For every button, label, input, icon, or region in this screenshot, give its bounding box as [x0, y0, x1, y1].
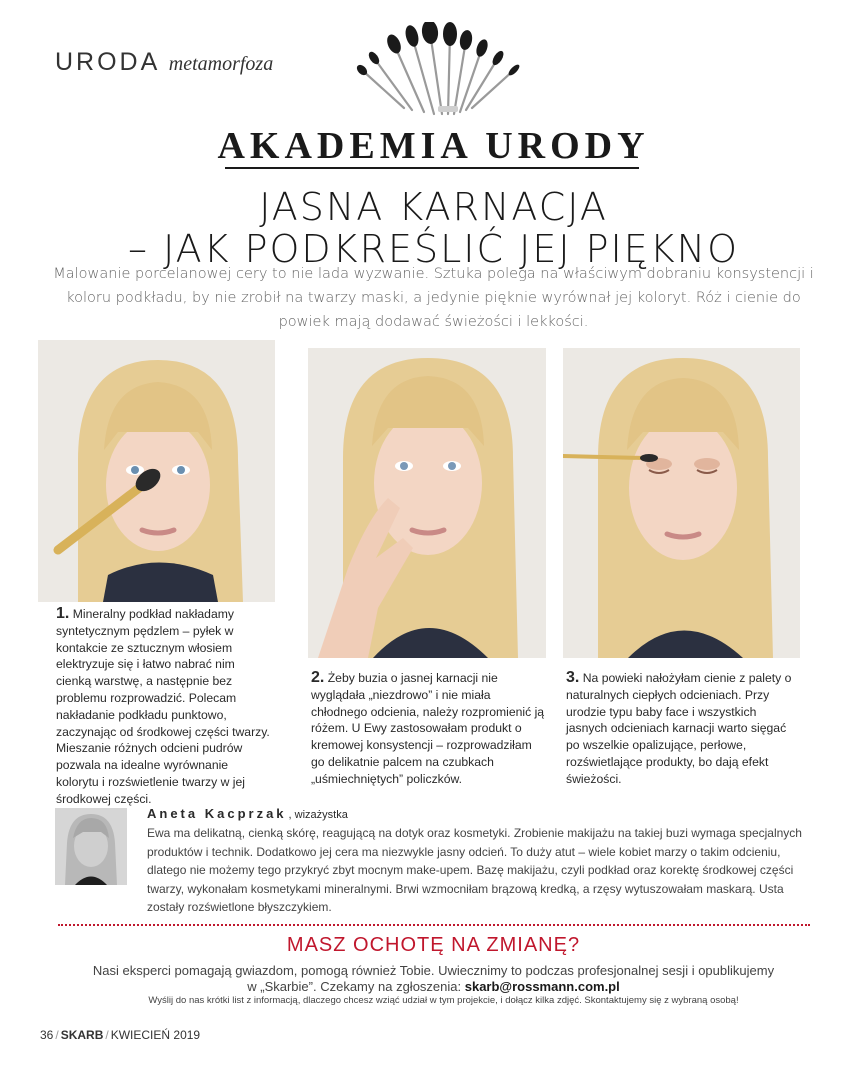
author-name: Aneta Kacprzak	[147, 806, 287, 821]
cta-note: Wyślij do nas krótki list z informacją, dlaczego chcesz wziąć udział w tym projekcie, i dołącz kilka zdjęć. Skontaktujemy się z wybraną osobą!	[148, 995, 739, 1006]
subsection-label: metamorfoza	[168, 53, 274, 75]
author-role: , wizażystka	[288, 809, 348, 821]
makeup-brushes-illustration	[352, 22, 527, 117]
author-comment: Ewa ma delikatną, cienką skórę, reagującą na dotyk oraz kosmetyki. Zrobienie makijażu na takiej buzi wymaga specjalnych produktów i technik. Dodatkowo jej cera ma niezwykle jasny odcień. To duży atut – wiele kobiet marzy o takim odcieniu, dlatego nie możemy tego przykryć zbyt mocnym make-upem. Bazę makijażu, czyli podkład oraz korektę środkowej części twarzy, wykonałam kosmetykami mineralnymi. Brwi wzmocniłam brązową kredką, a rzęsy wytuszowałam maskarą. Usta zostały rozświetlone błyszczykiem.	[147, 826, 802, 914]
section-tag	[55, 48, 273, 77]
step-1-caption	[56, 606, 271, 808]
headline-line-1: JASNA KARNACJA	[259, 185, 608, 229]
step-2-number: 2.	[311, 669, 325, 686]
step-1-photo	[38, 340, 275, 602]
step-2-caption	[311, 670, 546, 788]
author-byline	[147, 806, 348, 821]
dotted-divider	[58, 924, 810, 926]
cta-email-link[interactable]: skarb@rossmann.com.pl	[464, 979, 620, 994]
magazine-name: SKARB	[60, 1028, 104, 1042]
step-2-text: Żeby buzia o jasnej karnacji nie wyglądała „niezdrowo” i nie miała chłodnego odcienia, należy rozpromienić ją różem. U Ewy zastosowałam produkt o kremowej konsystencji – rozprowadziłam go delikatnie palcem na czubkach „uśmiechniętych” policzków.	[311, 671, 545, 786]
section-label: URODA	[55, 48, 161, 76]
article-lead: Malowanie porcelanowej cery to nie lada wyzwanie. Sztuka polega na właściwym dobraniu konsystencji i koloru podkładu, by nie zrobił na twarzy maski, a jedynie pięknie wyrównał jej koloryt. Róż i cienie do powiek mają dodawać świeżości i lekkości.	[53, 266, 814, 330]
page-number: 36	[40, 1028, 54, 1042]
cta-body: Nasi eksperci pomagają gwiazdom, pomogą również Tobie. Uwiecznimy to podczas profesjonalnej sesji i opublikujemy w „Skarbie”. Czekamy na zgłoszenia:	[92, 963, 775, 994]
series-title: AKADEMIA URODY	[217, 125, 650, 167]
step-1-text: Mineralny podkład nakładamy syntetycznym pędzlem – pyłek w kontakcie ze sztucznym włosiem elektryzuje się i łatwo nabrać nim cienką warstwę, a następnie bez problemu rozprowadzić. Polecam nakładanie podkładu punktowo, zaczynając od środkowej części twarzy. Mieszanie różnych odcieni pudrów pozwala na idealne wyrównanie kolorytu i rozświetlenie twarzy w jej środkowej części.	[56, 607, 270, 806]
cta-title: MASZ OCHOTĘ NA ZMIANĘ?	[286, 934, 581, 956]
cta-text	[90, 963, 777, 995]
step-1-number: 1.	[56, 605, 70, 622]
author-photo	[55, 808, 127, 885]
step-3-photo	[563, 348, 800, 658]
headline-line-2: – JAK PODKREŚLIĆ JEJ PIĘKNO	[127, 227, 740, 271]
step-3-caption	[566, 670, 801, 788]
step-2-photo	[308, 348, 546, 658]
step-3-text: Na powieki nałożyłam cienie z palety o naturalnych ciepłych odcieniach. Przy urodzie typu baby face i wszystkich jasnych odcieniach karnacji warto sięgać po wszelkie opalizujące, perłowe, rozświetlające produkty, bo dają efekt świeżości.	[566, 671, 792, 786]
page-footer: 36 / SKARB / KWIECIEŃ 2019	[40, 1028, 201, 1042]
issue-date: KWIECIEŃ 2019	[110, 1028, 201, 1042]
series-title-underline	[225, 167, 639, 169]
step-3-number: 3.	[566, 669, 580, 686]
